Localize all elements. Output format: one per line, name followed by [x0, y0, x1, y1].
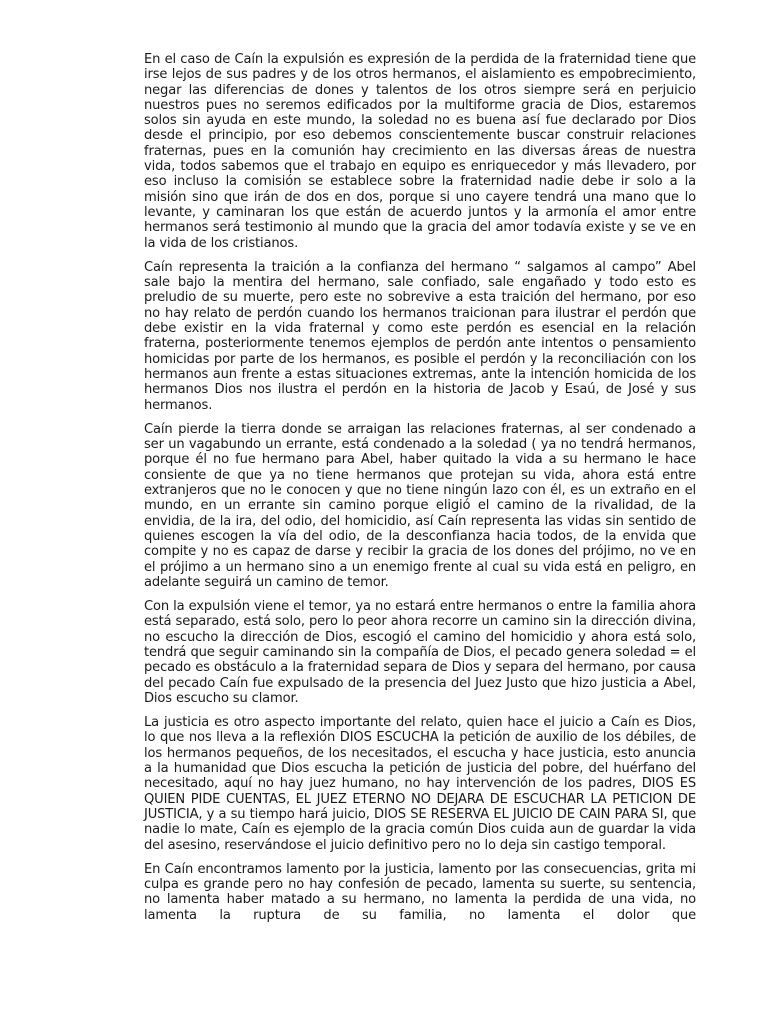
paragraph-expulsion-fraternidad: En el caso de Caín la expulsión es expresión de la perdida de la fraternidad tiene que irse lejos de sus padres y de los otros hermanos, el aislamiento es empobrecimiento, negar las diferencias de dones y talentos de los otros siempre será en perjuicio nuestros pues no seremos edificados por la multiforme gracia de Dios, estaremos solos sin ayuda en este mundo, la soledad no es buena así fue declarado por Dios desde el principio, por eso debemos conscientemente buscar construir relaciones fraternas, pues en la comunión hay crecimiento en las diversas áreas de nuestra vida, todos sabemos que el trabajo en equipo es enriquecedor y más llevadero, por eso incluso la comisión se establece sobre la fraternidad nadie debe ir solo a la misión sino que irán de dos en dos, porque si uno cayere tendrá una mano que lo levante, y caminaran los que están de acuerdo juntos y la armonía el amor entre hermanos será testimonio al mundo que la gracia del amor todavía existe y se ve en la vida de los cristianos.: [144, 52, 696, 251]
paragraph-lamento: En Caín encontramos lamento por la justicia, lamento por las consecuencias, grita mi culpa es grande pero no hay confesión de pecado, lamenta su suerte, su sentencia, no lamenta haber matado a su hermano, no lamenta la perdida de una vida, no lamenta la ruptura de su familia, no lamenta el dolor que: [144, 861, 696, 923]
document-page: [144, 52, 696, 923]
paragraph-expulsion-temor: Con la expulsión viene el temor, ya no estará entre hermanos o entre la familia ahora está separado, está solo, pero lo peor ahora recorre un camino sin la dirección divina, no escucho la dirección de Dios, escogió el camino del homicidio y ahora está solo, tendrá que seguir caminando sin la compañía de Dios, el pecado genera soledad = el pecado es obstáculo a la fraternidad separa de Dios y separa del hermano, por causa del pecado Caín fue expulsado de la presencia del Juez Justo que hizo justicia a Abel, Dios escucho su clamor.: [144, 599, 696, 706]
paragraph-traicion-confianza: Caín representa la traición a la confianza del hermano “ salgamos al campo” Abel sale bajo la mentira del hermano, sale confiado, sale engañado y todo esto es preludio de su muerte, pero este no sobrevive a esta traición del hermano, por eso no hay relato de perdón cuando los hermanos traicionan para ilustrar el perdón que debe existir en la vida fraternal y como este perdón es esencial en la relación fraterna, posteriormente tenemos ejemplos de perdón ante intentos o pensamiento homicidas por parte de los hermanos, es posible el perdón y la reconciliación con los hermanos aun frente a estas situaciones extremas, ante la intención homicida de los hermanos Dios nos ilustra el perdón en la historia de Jacob y Esaú, de José y sus hermanos.: [144, 259, 696, 413]
paragraph-pierde-la-tierra: Caín pierde la tierra donde se arraigan las relaciones fraternas, al ser condenado a ser un vagabundo un errante, está condenado a la soledad ( ya no tendrá hermanos, porque él no fue hermano para Abel, haber quitado la vida a su hermano le hace consiente de que ya no tiene hermanos que protejan su vida, ahora está entre extranjeros que no le conocen y que no tiene ningún lazo con él, es un extraño en el mundo, en un errante sin camino porque eligió el camino de la rivalidad, de la envidia, de la ira, del odio, del homicidio, así Caín representa las vidas sin sentido de quienes escogen la vía del odio, de la desconfianza hacia todos, de la envida que compite y no es capaz de darse y recibir la gracia de los dones del prójimo, no ve en el prójimo a un hermano sino a un enemigo frente al cual su vida está en peligro, en adelante seguirá un camino de temor.: [144, 421, 696, 590]
paragraph-justicia: La justicia es otro aspecto importante del relato, quien hace el juicio a Caín es Dios, lo que nos lleva a la reflexión DIOS ESCUCHA la petición de auxilio de los débiles, de los hermanos pequeños, de los necesitados, el escucha y hace justicia, esto anuncia a la humanidad que Dios escucha la petición de justicia del pobre, del huérfano del necesitado, aquí no hay juez humano, no hay intervención de los padres, DIOS ES QUIEN PIDE CUENTAS, EL JUEZ ETERNO NO DEJARA DE ESCUCHAR LA PETICION DE JUSTICIA, y a su tiempo hará juicio, DIOS SE RESERVA EL JUICIO DE CAIN PARA SI, que nadie lo mate, Caín es ejemplo de la gracia común Dios cuida aun de guardar la vida del asesino, reservándose el juicio definitivo pero no lo deja sin castigo temporal.: [144, 715, 696, 853]
